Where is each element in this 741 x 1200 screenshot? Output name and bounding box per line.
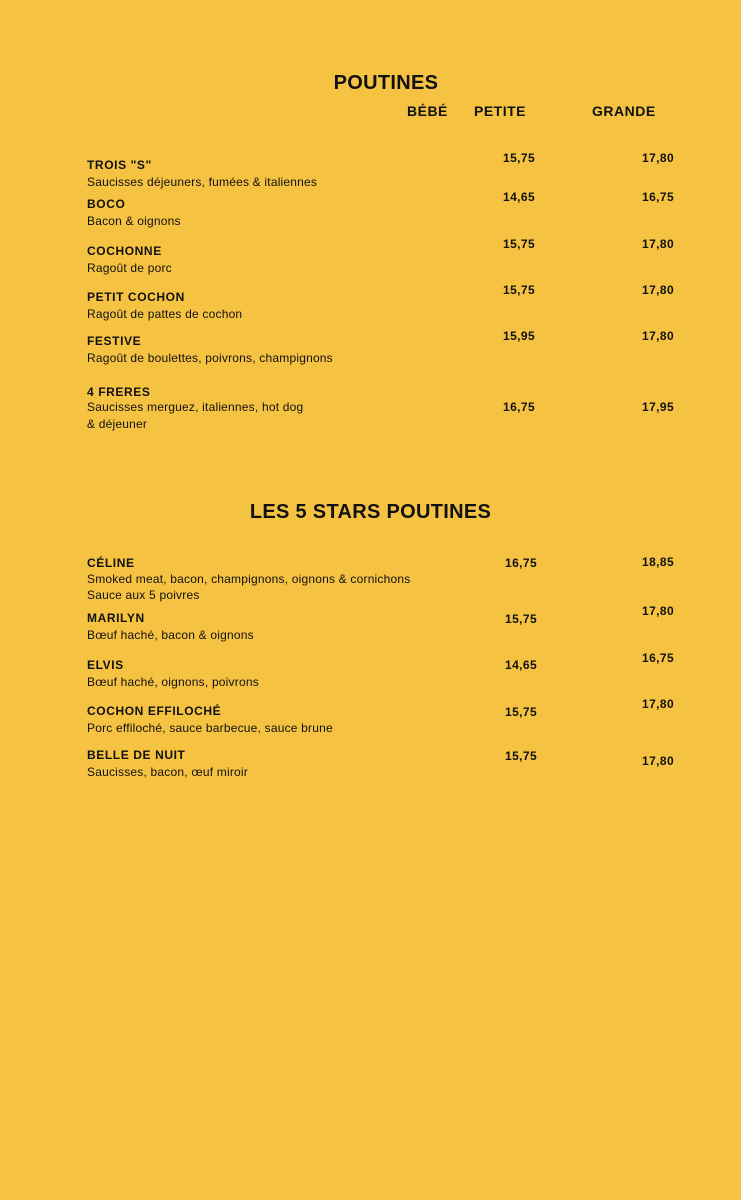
price-grande: 17,80 xyxy=(642,604,675,618)
price-petite: 16,75 xyxy=(505,556,538,570)
price-petite: 15,75 xyxy=(505,612,538,626)
column-header-petite: PETITE xyxy=(474,103,527,119)
menu-item-name: CÉLINE xyxy=(87,556,135,570)
price-grande: 17,80 xyxy=(642,697,675,711)
menu-item-name: BELLE DE NUIT xyxy=(87,748,186,762)
menu-item-description: Saucisses déjeuners, fumées & italiennes xyxy=(87,175,318,189)
menu-item-description: Smoked meat, bacon, champignons, oignons & cornichons xyxy=(87,572,411,586)
menu-item-name: ELVIS xyxy=(87,658,124,672)
price-petite: 15,75 xyxy=(505,705,538,719)
section-title-5-stars: LES 5 STARS POUTINES xyxy=(249,501,492,523)
menu-item-description: Ragoût de boulettes, poivrons, champignons xyxy=(87,351,333,365)
menu-item-name: 4 FRERES xyxy=(87,385,151,399)
price-grande: 18,85 xyxy=(642,555,675,569)
menu-item-description: Bœuf haché, oignons, poivrons xyxy=(87,675,259,689)
menu-item-description: Bacon & oignons xyxy=(87,214,181,228)
menu-item-name: COCHONNE xyxy=(87,244,162,258)
menu-item-name: TROIS "S" xyxy=(87,158,152,172)
price-grande: 17,80 xyxy=(642,754,675,768)
price-petite: 15,75 xyxy=(503,283,536,297)
menu-item-name: COCHON EFFILOCHÉ xyxy=(87,704,222,718)
menu-item-description: Sauce aux 5 poivres xyxy=(87,588,200,602)
price-grande: 17,80 xyxy=(642,237,675,251)
price-grande: 17,80 xyxy=(642,151,675,165)
menu-item-name: PETIT COCHON xyxy=(87,290,185,304)
price-grande: 16,75 xyxy=(642,651,675,665)
price-petite: 14,65 xyxy=(505,658,538,672)
price-petite: 16,75 xyxy=(503,400,536,414)
menu-item-name: BOCO xyxy=(87,197,126,211)
menu-item-description: Ragoût de pattes de cochon xyxy=(87,307,243,321)
menu-item-description: Bœuf haché, bacon & oignons xyxy=(87,628,254,642)
menu-item-description: Saucisses merguez, italiennes, hot dog xyxy=(87,400,304,414)
column-header-grande: GRANDE xyxy=(592,103,656,119)
column-header-bebe: BÉBÉ xyxy=(407,103,448,119)
price-grande: 17,95 xyxy=(642,400,675,414)
menu-item-name: FESTIVE xyxy=(87,334,142,348)
menu-item-description: Saucisses, bacon, œuf miroir xyxy=(87,765,248,779)
menu-item-description: Ragoût de porc xyxy=(87,261,172,275)
menu-item-description: Porc effiloché, sauce barbecue, sauce brune xyxy=(87,721,333,735)
price-grande: 17,80 xyxy=(642,329,675,343)
price-grande: 17,80 xyxy=(642,283,675,297)
price-petite: 15,95 xyxy=(503,329,536,343)
price-petite: 15,75 xyxy=(503,237,536,251)
menu-item-description: & déjeuner xyxy=(87,417,148,431)
section-title-poutines: POUTINES xyxy=(333,72,439,94)
price-grande: 16,75 xyxy=(642,190,675,204)
price-petite: 15,75 xyxy=(505,749,538,763)
price-petite: 14,65 xyxy=(503,190,536,204)
menu-item-name: MARILYN xyxy=(87,611,145,625)
price-petite: 15,75 xyxy=(503,151,536,165)
